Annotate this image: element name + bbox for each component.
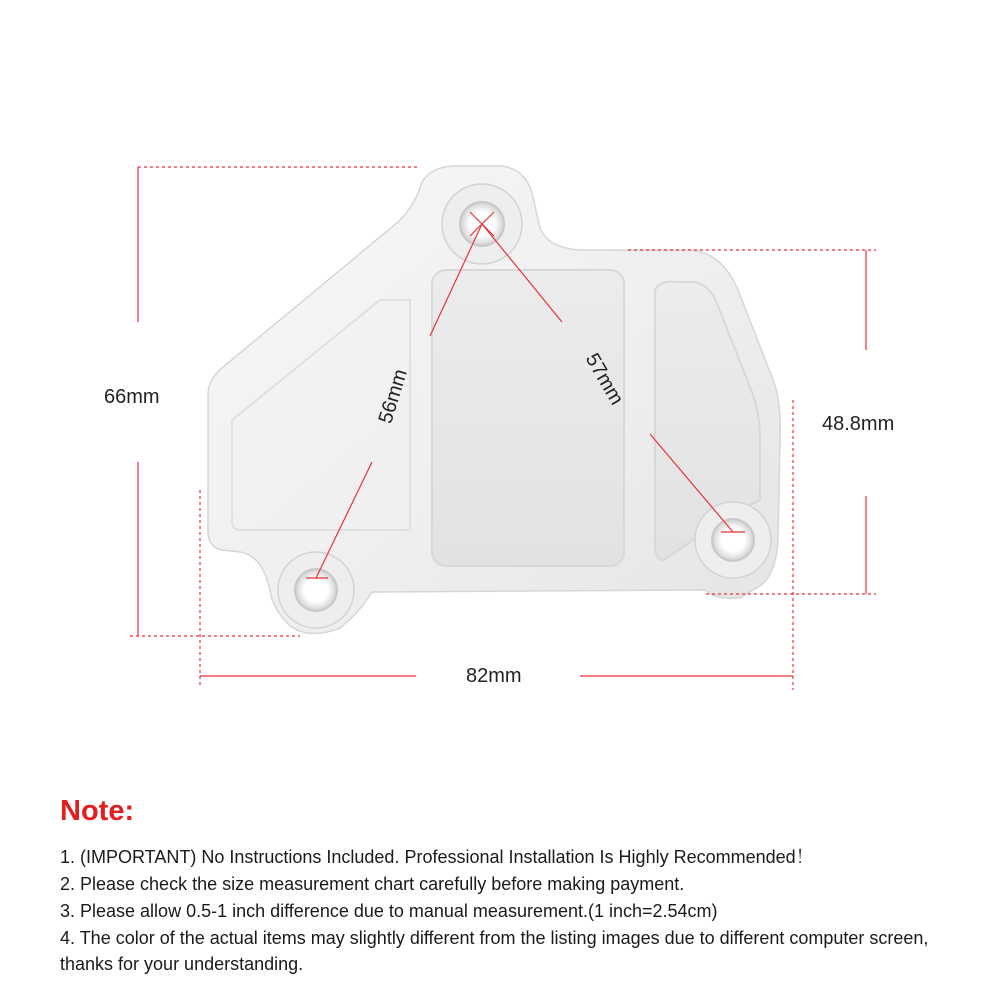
note-title: Note: (60, 795, 135, 827)
note-line-1: 1. (IMPORTANT) No Instructions Included. Professional Installation Is Highly Recommended！ (60, 847, 814, 867)
note-line-2: 2. Please check the size measurement chart carefully before making payment. (60, 874, 685, 894)
mounting-hole-bottom-right (695, 502, 771, 578)
dimension-width-total-label: 82mm (466, 665, 522, 687)
dimension-height-right-label: 48.8mm (822, 413, 895, 435)
dimension-height-total-label: 66mm (104, 386, 160, 408)
note-line-3: 3. Please allow 0.5-1 inch difference due to manual measurement.(1 inch=2.54cm) (60, 901, 718, 921)
dimension-diagonal-left-label: 56mm (374, 366, 412, 427)
notes-section (60, 795, 980, 978)
dimension-diagonal-right-label: 57mm (580, 349, 628, 409)
mounting-hole-bottom-left (278, 552, 354, 628)
plate-pocket-center (432, 270, 624, 566)
note-line-4: 4. The color of the actual items may slightly different from the listing images due to different computer screen, thanks for your understanding. (60, 928, 929, 974)
